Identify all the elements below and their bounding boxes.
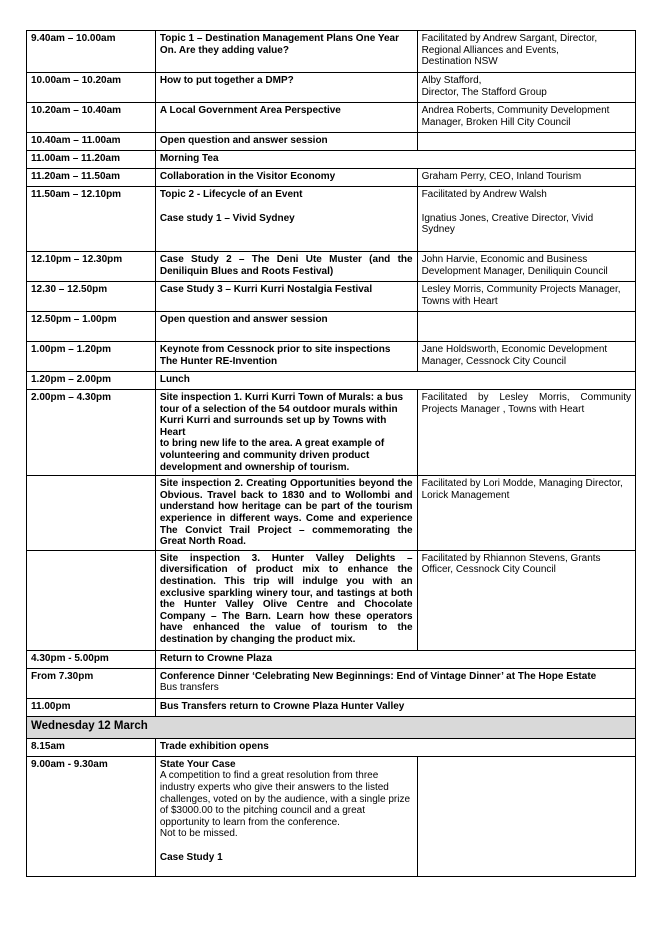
session-title: Collaboration in the Visitor Economy bbox=[155, 169, 417, 187]
table-row bbox=[27, 550, 636, 650]
session-title: Topic 2 - Lifecycle of an Event bbox=[159, 189, 303, 200]
time-cell: 4.30pm - 5.00pm bbox=[27, 650, 156, 668]
session-note: Bus transfers bbox=[159, 682, 219, 694]
session-title: Site inspection 1. Kurri Kurri Town of Murals: a bus tour of a selection of the 54 outdoor murals within Kurri Kurri and surrounds set up by Towns with Heart to bring new life to the area. A great example of volunteering and community driven product development and ownership of tourism. bbox=[155, 390, 417, 476]
session-cell bbox=[155, 187, 417, 252]
time-cell: 12.50pm – 1.00pm bbox=[27, 312, 156, 342]
speaker-cell: Alby Stafford, Director, The Stafford Group bbox=[417, 73, 635, 103]
session-title: Conference Dinner ‘Celebrating New Beginnings: End of Vintage Dinner’ at The Hope Estate bbox=[159, 670, 597, 682]
table-row bbox=[27, 31, 636, 73]
table-row bbox=[27, 372, 636, 390]
table-row bbox=[27, 698, 636, 716]
time-cell: 9.40am – 10.00am bbox=[27, 31, 156, 73]
time-cell: 10.20am – 10.40am bbox=[27, 103, 156, 133]
table-row bbox=[27, 756, 636, 876]
programme-table bbox=[26, 30, 636, 877]
session-title: Return to Crowne Plaza bbox=[155, 650, 635, 668]
facilitator: Facilitated by Andrew Walsh bbox=[421, 189, 547, 200]
time-cell: 10.00am – 10.20am bbox=[27, 73, 156, 103]
speaker-cell: Jane Holdsworth, Economic Development Manager, Cessnock City Council bbox=[417, 342, 635, 372]
session-title: Open question and answer session bbox=[155, 133, 417, 151]
time-cell: 11.50am – 12.10pm bbox=[27, 187, 156, 252]
speaker-cell: Facilitated by Andrew Sargant, Director, Regional Alliances and Events, Destination NSW bbox=[417, 31, 635, 73]
speaker-cell: Lesley Morris, Community Projects Manager, Towns with Heart bbox=[417, 282, 635, 312]
session-cell bbox=[155, 668, 635, 698]
speaker-cell: Graham Perry, CEO, Inland Tourism bbox=[417, 169, 635, 187]
time-cell: 9.00am - 9.30am bbox=[27, 756, 156, 876]
time-cell: 8.15am bbox=[27, 738, 156, 756]
speaker-cell: Facilitated by Lesley Morris, Community Projects Manager , Towns with Heart bbox=[417, 390, 635, 476]
speaker-cell: Facilitated by Rhiannon Stevens, Grants Officer, Cessnock City Council bbox=[417, 550, 635, 650]
session-title: Lunch bbox=[155, 372, 635, 390]
speaker: Ignatius Jones, Creative Director, Vivid Sydney bbox=[421, 212, 594, 236]
table-row bbox=[27, 187, 636, 252]
session-title: Site inspection 2. Creating Opportunities beyond the Obvious. Travel back to 1830 and to Wollombi and understand how heritage can be part of the tourism experience in different ways. Come and experience The Convict Trail Project – commemorating the Great North Road. bbox=[155, 476, 417, 551]
session-description: A competition to find a great resolution from three industry experts who give their answers to the listed challenges, voted on by the audience, with a single prize of $3000.00 to the pitching council and a great opportunity to learn from the conference. Not to be missed. bbox=[159, 770, 411, 840]
case-study-title: Case Study 1 bbox=[159, 851, 223, 863]
time-cell: 12.30 – 12.50pm bbox=[27, 282, 156, 312]
table-row bbox=[27, 151, 636, 169]
session-title: A Local Government Area Perspective bbox=[155, 103, 417, 133]
table-row bbox=[27, 73, 636, 103]
session-title: Bus Transfers return to Crowne Plaza Hunter Valley bbox=[155, 698, 635, 716]
session-title: How to put together a DMP? bbox=[155, 73, 417, 103]
session-title: Trade exhibition opens bbox=[155, 738, 635, 756]
table-row bbox=[27, 738, 636, 756]
session-title: Case Study 2 – The Deni Ute Muster (and the Deniliquin Blues and Roots Festival) bbox=[155, 252, 417, 282]
table-row bbox=[27, 668, 636, 698]
session-title: Case Study 3 – Kurri Kurri Nostalgia Festival bbox=[155, 282, 417, 312]
time-cell: 2.00pm – 4.30pm bbox=[27, 390, 156, 476]
table-row bbox=[27, 103, 636, 133]
table-row bbox=[27, 282, 636, 312]
table-row bbox=[27, 650, 636, 668]
session-title: State Your Case bbox=[159, 758, 236, 770]
time-cell bbox=[27, 476, 156, 551]
time-cell: 11.20am – 11.50am bbox=[27, 169, 156, 187]
speaker-cell: Facilitated by Lori Modde, Managing Director, Lorick Management bbox=[417, 476, 635, 551]
session-title: Site inspection 3. Hunter Valley Delights – diversification of product mix to enhance the destination. This trip will indulge you with an exclusive sparkling winery tour, and tastings at both the Hunter Valley Olive Centre and Chocolate Company – The Barn. Learn how these operators have enhanced the value of tourism to the destination by changing the product mix. bbox=[155, 550, 417, 650]
day-heading-row bbox=[27, 716, 636, 738]
table-row bbox=[27, 252, 636, 282]
case-study-title: Case study 1 – Vivid Sydney bbox=[159, 212, 295, 224]
time-cell: 10.40am – 11.00am bbox=[27, 133, 156, 151]
session-title: Morning Tea bbox=[155, 151, 635, 169]
time-cell bbox=[27, 550, 156, 650]
speaker-cell bbox=[417, 187, 635, 252]
time-cell: 1.00pm – 1.20pm bbox=[27, 342, 156, 372]
table-row bbox=[27, 390, 636, 476]
day-heading: Wednesday 12 March bbox=[27, 716, 636, 738]
speaker-cell: Andrea Roberts, Community Development Manager, Broken Hill City Council bbox=[417, 103, 635, 133]
session-title: Topic 1 – Destination Management Plans One Year On. Are they adding value? bbox=[155, 31, 417, 73]
speaker-cell bbox=[417, 312, 635, 342]
table-row bbox=[27, 342, 636, 372]
table-row bbox=[27, 476, 636, 551]
speaker-cell bbox=[417, 756, 635, 876]
session-cell bbox=[155, 756, 417, 876]
time-cell: From 7.30pm bbox=[27, 668, 156, 698]
time-cell: 12.10pm – 12.30pm bbox=[27, 252, 156, 282]
time-cell: 1.20pm – 2.00pm bbox=[27, 372, 156, 390]
table-row bbox=[27, 169, 636, 187]
time-cell: 11.00pm bbox=[27, 698, 156, 716]
speaker-cell bbox=[417, 133, 635, 151]
session-title: Keynote from Cessnock prior to site inspections The Hunter RE-Invention bbox=[155, 342, 417, 372]
speaker-cell: John Harvie, Economic and Business Development Manager, Deniliquin Council bbox=[417, 252, 635, 282]
time-cell: 11.00am – 11.20am bbox=[27, 151, 156, 169]
session-title: Open question and answer session bbox=[155, 312, 417, 342]
table-row bbox=[27, 312, 636, 342]
table-row bbox=[27, 133, 636, 151]
